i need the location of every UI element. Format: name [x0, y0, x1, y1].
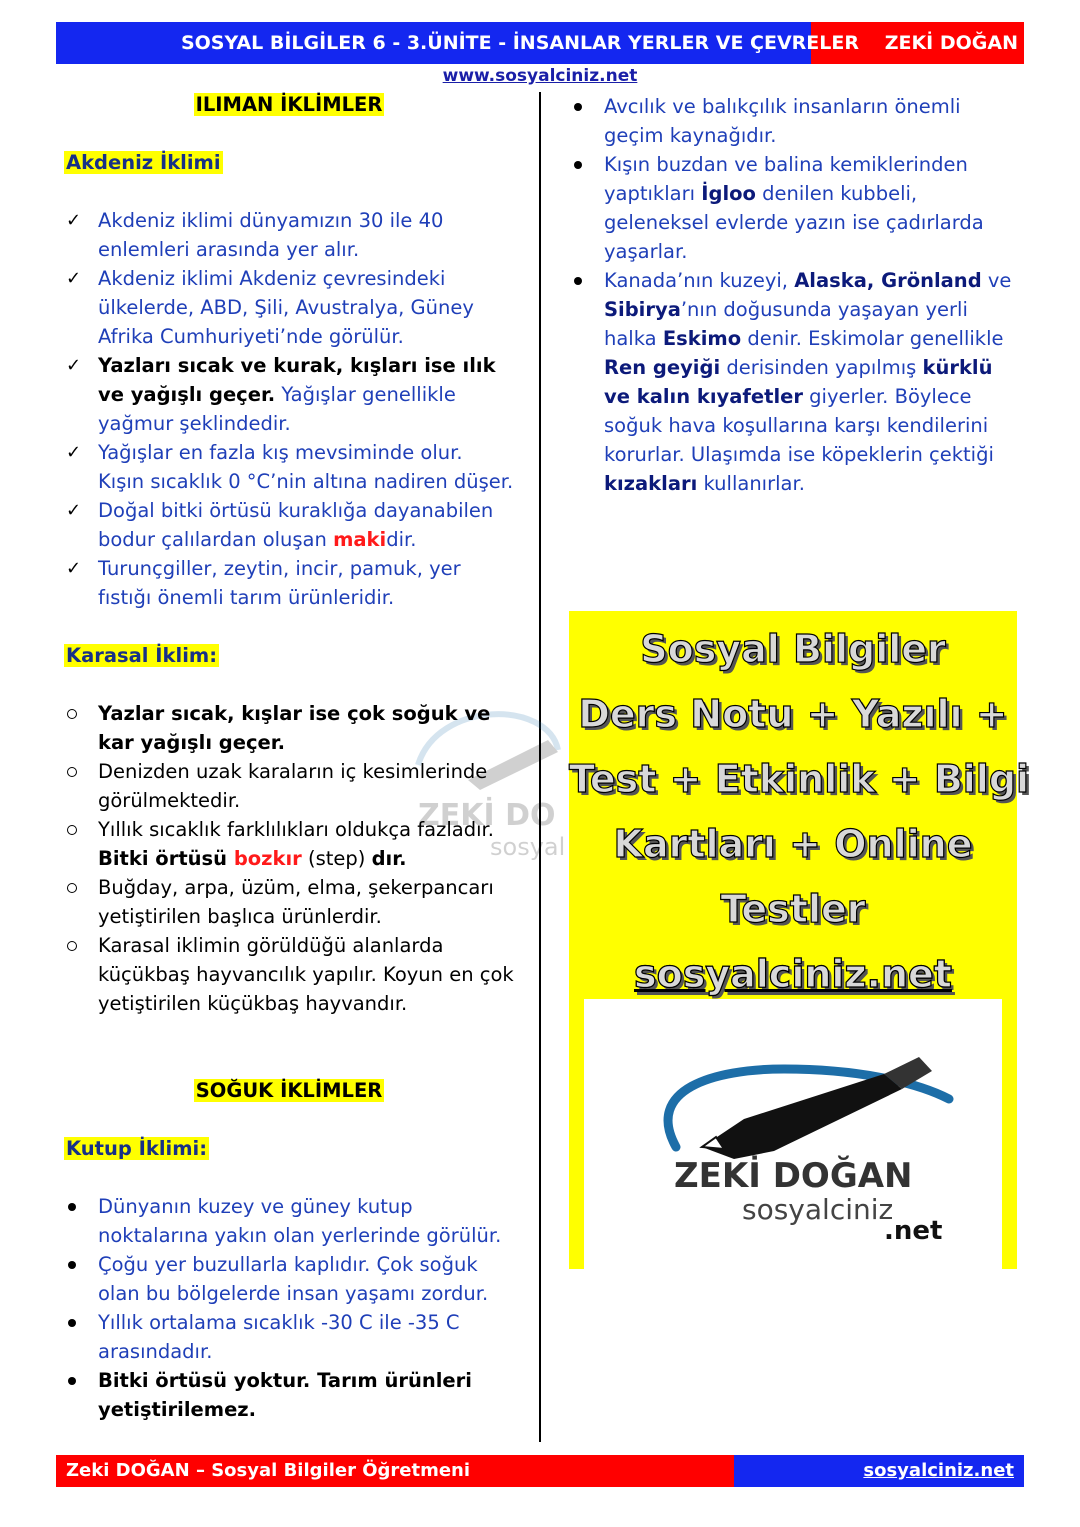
bullet-icon: [68, 1377, 76, 1385]
list-item: Bitki örtüsü yoktur. Tarım ürünleri yetiştirilemez.: [64, 1366, 514, 1424]
logo-name: ZEKİ DOĞAN: [674, 1156, 913, 1196]
website-link[interactable]: www.sosyalciniz.net: [442, 66, 638, 86]
kutup-list: [64, 1192, 514, 1424]
check-icon: ✓: [66, 268, 82, 289]
logo-site: sosyalciniz: [742, 1193, 894, 1226]
bullet-icon: [68, 1203, 76, 1211]
list-item: ✓ Yağışlar en fazla kış mevsiminde olur. Kışın sıcaklık 0 °C’nin altına nadiren düşer.: [64, 438, 514, 496]
kutup-title: Kutup İklimi:: [66, 1137, 207, 1160]
promo-line: Ders Notu + Yazılı +: [578, 692, 1008, 736]
list-item: Çoğu yer buzullarla kaplıdır. Çok soğuk olan bu bölgelerde insan yaşamı zordur.: [64, 1250, 514, 1308]
logo-box: [584, 999, 1002, 1269]
list-item: Yazlar sıcak, kışlar ise çok soğuk ve kar yağışlı geçer.: [64, 699, 514, 757]
fountain-pen-icon: [702, 1074, 902, 1159]
bullet-icon: [574, 277, 582, 285]
watermark-name: ZEKİ DO: [418, 798, 556, 833]
right-column: [570, 92, 1020, 498]
list-item: ✓ Turunçgiller, zeytin, incir, pamuk, yer fıstığı önemli tarım ürünleridir.: [64, 554, 514, 612]
list-item: ✓ Yazları sıcak ve kurak, kışları ise ılık ve yağışlı geçer. Yağışlar genellikle yağmur şeklindedir.: [64, 351, 514, 438]
header-title: SOSYAL BİLGİLER 6 - 3.ÜNİTE - İNSANLAR YERLER VE ÇEVRELER: [180, 32, 859, 54]
list-item: Buğday, arpa, üzüm, elma, şekerpancarı yetiştirilen başlıca ürünlerdir.: [64, 873, 514, 931]
promo-line: Kartları + Online: [613, 822, 973, 866]
circle-bullet-icon: [67, 941, 77, 951]
check-icon: ✓: [66, 558, 82, 579]
list-item: Kışın buzdan ve balina kemiklerinden yaptıkları İgloo denilen kubbeli, geleneksel evlerde yazın ise çadırlarda yaşarlar.: [570, 150, 1020, 266]
list-item: ✓ Akdeniz iklimi dünyamızın 30 ile 40 enlemleri arasında yer alır.: [64, 206, 514, 264]
promo-text: [569, 617, 1030, 1007]
circle-bullet-icon: [67, 825, 77, 835]
list-item: Denizden uzak karaların iç kesimlerinde görülmektedir.: [64, 757, 514, 815]
section-title-soguk: SOĞUK İKLİMLER: [195, 1079, 383, 1102]
promo-site-link[interactable]: sosyalciniz.net: [634, 952, 952, 996]
karasal-list: [64, 699, 514, 1018]
pen-logo: [584, 999, 1002, 1269]
eskimo-list: [570, 92, 1020, 498]
akdeniz-title: Akdeniz İklimi: [66, 151, 221, 174]
header-author: ZEKİ DOĞAN: [884, 32, 1018, 54]
list-item: Avcılık ve balıkçılık insanların önemli geçim kaynağıdır.: [570, 92, 1020, 150]
promo-banner[interactable]: [569, 611, 1030, 1269]
promo-line: Testler: [720, 887, 866, 931]
list-item: Yıllık sıcaklık farklılıkları oldukça fazladır. Bitki örtüsü bozkır (step) dır.: [64, 815, 514, 873]
akdeniz-list: [64, 206, 514, 612]
circle-bullet-icon: [67, 709, 77, 719]
left-column: [64, 90, 514, 1424]
circle-bullet-icon: [67, 767, 77, 777]
check-icon: ✓: [66, 210, 82, 231]
bullet-icon: [68, 1261, 76, 1269]
check-icon: ✓: [66, 442, 82, 463]
promo-line: Test + Etkinlik + Bilgi: [569, 757, 1030, 801]
list-item: Kanada’nın kuzeyi, Alaska, Grönland ve Sibirya’nın doğusunda yaşayan yerli halka Eskimo denir. Eskimolar genellikle Ren geyiği derisinden yapılmış kürklü ve kalın kıyafetler giyerler. Böylece soğuk hava koşullarına karşı kendilerini korurlar. Ulaşımda ise köpeklerin çektiği kızakları kullanırlar.: [570, 266, 1020, 498]
logo-tld: .net: [884, 1216, 943, 1246]
check-icon: ✓: [66, 355, 82, 376]
list-item: Dünyanın kuzey ve güney kutup noktalarına yakın olan yerlerinde görülür.: [64, 1192, 514, 1250]
list-item: ✓ Doğal bitki örtüsü kuraklığa dayanabilen bodur çalılardan oluşan makidir.: [64, 496, 514, 554]
circle-bullet-icon: [67, 883, 77, 893]
list-item: Karasal iklimin görüldüğü alanlarda küçükbaş hayvancılık yapılır. Koyun en çok yetiştirilen küçükbaş hayvandır.: [64, 931, 514, 1018]
bullet-icon: [574, 161, 582, 169]
footer-author: Zeki DOĞAN – Sosyal Bilgiler Öğretmeni: [66, 1460, 471, 1481]
check-icon: ✓: [66, 500, 82, 521]
promo-line: Sosyal Bilgiler: [640, 627, 946, 671]
karasal-title: Karasal İklim:: [66, 644, 217, 667]
footer-site-link[interactable]: sosyalciniz.net: [863, 1460, 1014, 1481]
list-item: Yıllık ortalama sıcaklık -30 C ile -35 C arasındadır.: [64, 1308, 514, 1366]
bullet-icon: [574, 103, 582, 111]
list-item: ✓ Akdeniz iklimi Akdeniz çevresindeki ülkelerde, ABD, Şili, Avustralya, Güney Afrika Cumhuriyeti’nde görülür.: [64, 264, 514, 351]
bullet-icon: [68, 1319, 76, 1327]
section-title-iliman: ILIMAN İKLİMLER: [195, 93, 383, 116]
watermark-site: sosyal: [490, 833, 566, 861]
